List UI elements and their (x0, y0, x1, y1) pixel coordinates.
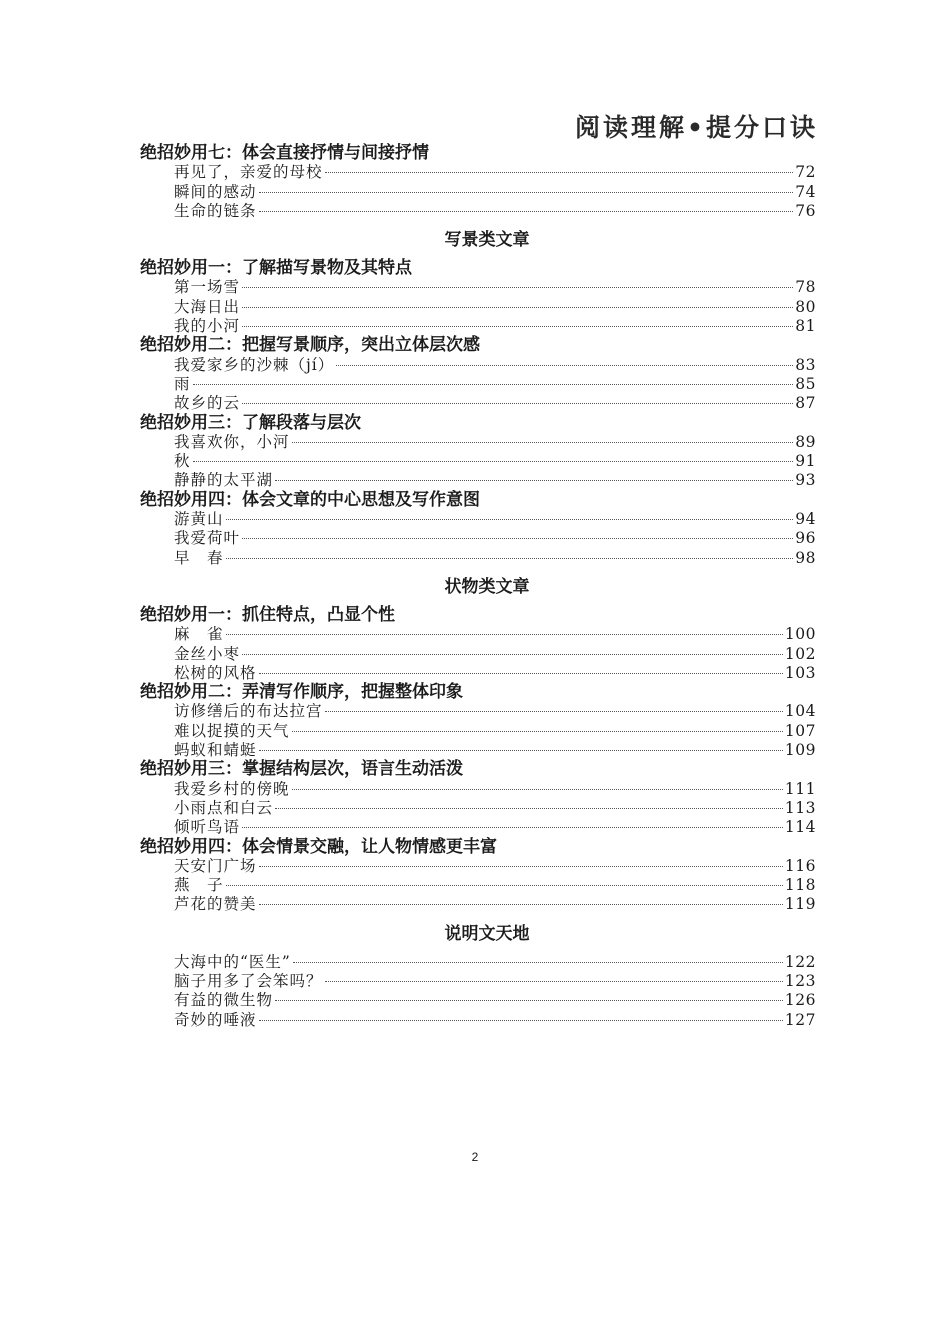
entry-title: 难以捉摸的天气 (174, 721, 290, 740)
section-title: 状物类文章 (444, 576, 530, 597)
entry-title: 静静的太平湖 (174, 471, 274, 490)
entry-title: 我爱家乡的沙棘（jí） (174, 355, 335, 374)
entry-title: 倾听鸟语 (174, 818, 241, 837)
toc-entry (140, 818, 816, 837)
toc-entry (140, 452, 816, 471)
dot-leader (242, 827, 783, 828)
entry-page-number: 93 (795, 471, 816, 490)
entry-title: 天安门广场 (174, 856, 257, 875)
toc-entry (140, 202, 816, 221)
entry-title: 有益的微生物 (174, 991, 274, 1010)
entry-title: 小雨点和白云 (174, 798, 274, 817)
toc-entry (140, 722, 816, 741)
toc-entry (140, 183, 816, 202)
entry-page-number: 96 (795, 529, 816, 548)
entry-page-number: 85 (795, 374, 816, 393)
toc-entry (140, 625, 816, 644)
entry-page-number: 122 (784, 952, 816, 971)
dot-leader (226, 885, 783, 886)
entry-title: 故乡的云 (174, 394, 241, 413)
dot-leader (242, 326, 793, 327)
toc-entry (140, 549, 816, 568)
dot-leader (259, 673, 783, 674)
entry-page-number: 127 (784, 1010, 816, 1029)
dot-leader (325, 711, 783, 712)
entry-title: 芦花的赞美 (174, 895, 257, 914)
section-title: 说明文天地 (444, 923, 530, 944)
entry-title: 燕 子 (174, 876, 224, 895)
dot-leader (226, 558, 794, 559)
dot-leader (242, 654, 783, 655)
entry-page-number: 87 (795, 394, 816, 413)
entry-title: 早 春 (174, 548, 224, 567)
entry-title: 大海日出 (174, 297, 241, 316)
toc-entry (140, 953, 816, 972)
toc-entry (140, 471, 816, 490)
toc-entry (140, 857, 816, 876)
dot-leader (226, 519, 794, 520)
toc-entry (140, 991, 816, 1010)
dot-leader (275, 1000, 783, 1001)
entry-title: 瞬间的感动 (174, 182, 257, 201)
entry-page-number: 118 (784, 876, 816, 895)
dot-leader (259, 904, 783, 905)
entry-page-number: 126 (784, 991, 816, 1010)
dot-leader (242, 538, 793, 539)
toc-entry (140, 972, 816, 991)
toc-entry (140, 741, 816, 760)
dot-leader (259, 1020, 783, 1021)
entry-title: 第一场雪 (174, 278, 241, 297)
toc-entry (140, 780, 816, 799)
entry-page-number: 83 (795, 355, 816, 374)
entry-title: 大海中的“医生” (174, 952, 291, 971)
dot-leader (242, 307, 793, 308)
dot-leader (259, 866, 783, 867)
entry-title: 麻 雀 (174, 625, 224, 644)
toc-entry (140, 433, 816, 452)
dot-leader (293, 962, 783, 963)
dot-leader (259, 211, 794, 212)
entry-page-number: 107 (784, 721, 816, 740)
entry-page-number: 81 (795, 317, 816, 336)
entry-page-number: 123 (784, 971, 816, 990)
section-title: 写景类文章 (444, 230, 530, 251)
entry-title: 蚂蚁和蜻蜓 (174, 741, 257, 760)
toc-entry (140, 1011, 816, 1030)
entry-page-number: 94 (795, 510, 816, 529)
toc-entry (140, 278, 816, 297)
entry-page-number: 74 (795, 182, 816, 201)
entry-title: 我爱乡村的傍晚 (174, 779, 290, 798)
entry-page-number: 104 (784, 702, 816, 721)
entry-page-number: 91 (795, 452, 816, 471)
toc-entry (140, 317, 816, 336)
entry-page-number: 119 (784, 895, 816, 914)
entry-page-number: 109 (784, 741, 816, 760)
running-head-title: 阅读理解•提分口诀 (575, 113, 818, 142)
entry-page-number: 76 (795, 201, 816, 220)
dot-leader (325, 981, 783, 982)
entry-page-number: 103 (784, 663, 816, 682)
dot-leader (292, 789, 783, 790)
entry-page-number: 116 (784, 856, 816, 875)
technique-heading: 绝招妙用七：体会直接抒情与间接抒情 (140, 143, 429, 163)
toc-entry (140, 375, 816, 394)
entry-page-number: 89 (795, 432, 816, 451)
dot-leader (259, 750, 783, 751)
entry-title: 生命的链条 (174, 201, 257, 220)
toc-entry (140, 664, 816, 683)
toc-entry (140, 529, 816, 548)
dot-leader (336, 365, 793, 366)
entry-title: 我爱荷叶 (174, 529, 241, 548)
entry-page-number: 78 (795, 278, 816, 297)
entry-page-number: 72 (795, 163, 816, 182)
entry-title: 奇妙的唾液 (174, 1010, 257, 1029)
entry-title: 雨 (174, 374, 191, 393)
dot-leader (275, 480, 793, 481)
dot-leader (325, 172, 794, 173)
dot-leader (292, 442, 794, 443)
technique-heading: 绝招妙用二：把握写景顺序，突出立体层次感 (140, 335, 480, 356)
entry-page-number: 80 (795, 297, 816, 316)
toc-entry (140, 163, 816, 182)
entry-page-number: 98 (795, 548, 816, 567)
entry-title: 我喜欢你，小河 (174, 432, 290, 451)
dot-leader (275, 808, 783, 809)
entry-title: 我的小河 (174, 317, 241, 336)
toc-entry (140, 876, 816, 895)
toc-entry (140, 394, 816, 413)
entry-title: 金丝小枣 (174, 644, 241, 663)
dot-leader (193, 461, 794, 462)
entry-page-number: 113 (784, 798, 816, 817)
entry-title: 访修缮后的布达拉宫 (174, 702, 323, 721)
dot-leader (292, 731, 783, 732)
dot-leader (193, 384, 794, 385)
technique-heading: 绝招妙用一：抓住特点，凸显个性 (140, 604, 395, 625)
technique-heading: 绝招妙用一：了解描写景物及其特点 (140, 258, 412, 279)
table-of-contents (140, 144, 816, 1030)
dot-leader (226, 634, 783, 635)
technique-heading: 绝招妙用二：弄清写作顺序，把握整体印象 (140, 682, 463, 703)
technique-heading: 绝招妙用四：体会文章的中心思想及写作意图 (140, 489, 480, 510)
entry-title: 脑子用多了会笨吗？ (174, 971, 323, 990)
entry-page-number: 111 (784, 779, 816, 798)
dot-leader (242, 287, 793, 288)
entry-page-number: 100 (784, 625, 816, 644)
entry-page-number: 114 (784, 818, 816, 837)
technique-heading: 绝招妙用三：掌握结构层次，语言生动活泼 (140, 759, 463, 780)
toc-entry (140, 510, 816, 529)
entry-page-number: 102 (784, 644, 816, 663)
toc-entry (140, 702, 816, 721)
toc-entry (140, 298, 816, 317)
toc-entry (140, 356, 816, 375)
dot-leader (259, 192, 794, 193)
entry-title: 秋 (174, 452, 191, 471)
toc-entry (140, 895, 816, 914)
entry-title: 松树的风格 (174, 663, 257, 682)
toc-entry (140, 799, 816, 818)
toc-entry (140, 645, 816, 664)
dot-leader (242, 403, 793, 404)
page-number: 2 (471, 1150, 479, 1164)
technique-heading: 绝招妙用四：体会情景交融，让人物情感更丰富 (140, 836, 497, 857)
entry-title: 再见了，亲爱的母校 (174, 163, 323, 182)
technique-heading: 绝招妙用三：了解段落与层次 (140, 412, 361, 433)
entry-title: 游黄山 (174, 510, 224, 529)
